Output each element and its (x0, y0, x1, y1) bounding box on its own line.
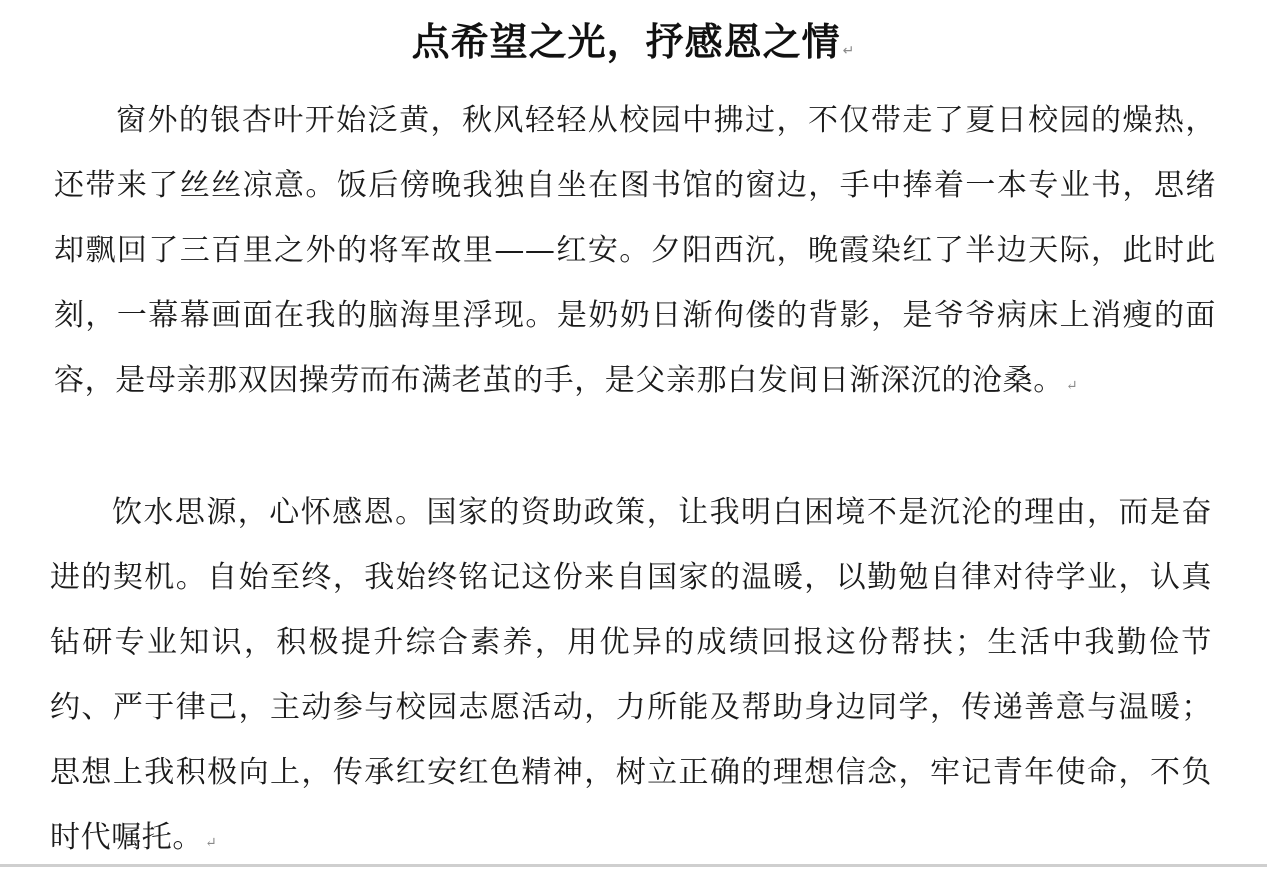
paragraph-2 (50, 480, 1212, 876)
paragraph-mark-icon: ↵ (1065, 378, 1079, 394)
paragraph-mark-icon: ↵ (842, 43, 856, 59)
document-title-text: 点希望之光，抒感恩之情 (411, 20, 841, 64)
document-title (0, 14, 1267, 79)
paragraph-1-text: 窗外的银杏叶开始泛黄，秋风轻轻从校园中拂过，不仅带走了夏日校园的燥热，还带来了丝丝凉意。饭后傍晚我独自坐在图书馆的窗边，手中捧着一本专业书，思绪却飘回了三百里之外的将军故里——红安。夕阳西沉，晚霞染红了半边天际，此时此刻，一幕幕画面在我的脑海里浮现。是奶奶日渐佝偻的背影，是爷爷病床上消瘦的面容，是母亲那双因操劳而布满老茧的手，是父亲那白发间日渐深沉的沧桑。 (54, 103, 1216, 398)
paragraph-1 (54, 88, 1216, 419)
paragraph-mark-icon: ↵ (205, 835, 218, 851)
paragraph-2-text: 饮水思源，心怀感恩。国家的资助政策，让我明白困境不是沉沦的理由，而是奋进的契机。自始至终，我始终铭记这份来自国家的温暖，以勤勉自律对待学业，认真钻研专业知识，积极提升综合素养，用优异的成绩回报这份帮扶；生活中我勤俭节约、严于律己，主动参与校园志愿活动，力所能及帮助身边同学，传递善意与温暖；思想上我积极向上，传承红安红色精神，树立正确的理想信念，牢记青年使命，不负时代嘱托。 (50, 495, 1212, 855)
